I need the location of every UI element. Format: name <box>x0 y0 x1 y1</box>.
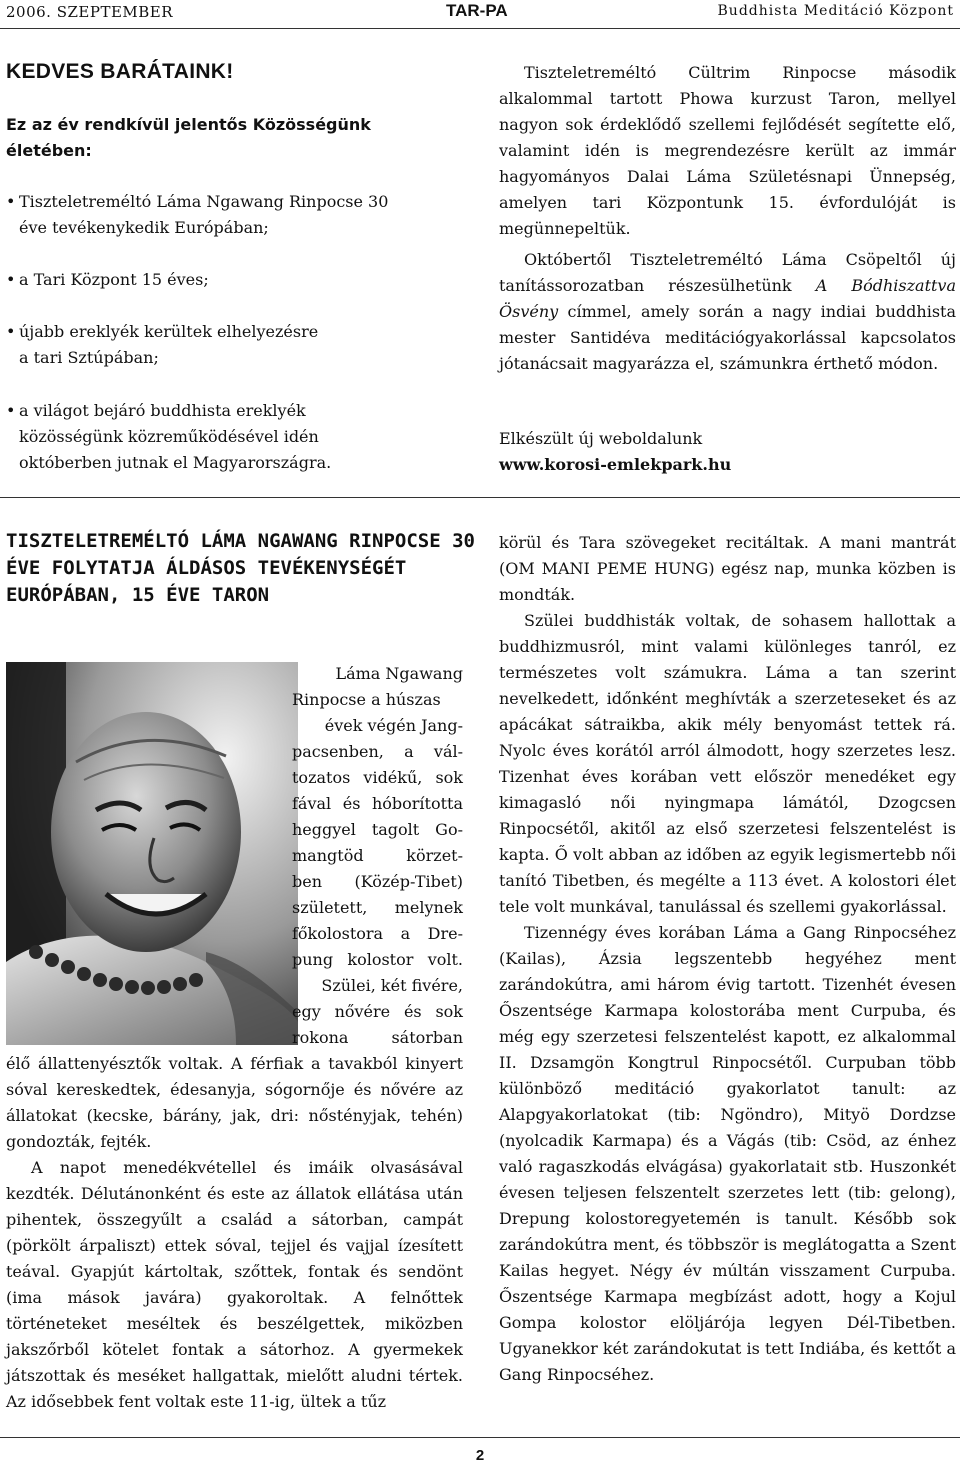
issue-date: 2006. SZEPTEMBER <box>6 3 174 21</box>
bullet-item <box>6 398 406 476</box>
footer-rule <box>0 1437 960 1438</box>
page-number: 2 <box>475 1447 485 1464</box>
website-notice <box>499 426 731 478</box>
bullet-text: újabb ereklyék kerültek elhelyezésre a tari Sztúpában; <box>19 322 319 367</box>
newsletter-title: TAR-PA <box>446 1 508 20</box>
news-paragraph: Októbertől Tiszteletreméltó Láma Csöpeltől új tanítássorozatban részesülhetünk A Bódhiszattva Ösvény címmel, amely során a nagy indiai buddhista mester Santidéva meditációgyakorlással kapcsolatos jótanácsait magyarázza el, számunkra érthető módon. <box>499 250 957 373</box>
article-paragraph: Szülei buddhisták voltak, de sohasem hallottak a buddhizmusról, mint valami különleges tanról, ez természetes volt számukra. Láma a tan szerint nevelkedett, időnként meghívták a szerzeteseket és az apácákat sátraikba, akik mély benyomást tettek rá. Nyolc éves korától arról álmodott, hogy szerzetes lesz. Tizenhat éves korában vett először menedéket egy kimagasló női nyingmapa lámától, Dzogcsen Rinpocsétől, akitől az első szerzetesi felszentelést is kapta. Ő volt abban az időben az egyik legismertebb női tanító Tibetben, és megélte a 113 évet. A kolostori élet tele volt munkával, tanulással és szellemi gyakorlással. <box>499 611 956 916</box>
bullet-item <box>6 319 406 371</box>
article-paragraph: A napot menedékvétellel és imáik olvasásával kezdték. Délutánonként és este az állatok ellátása után pihentek, összegyűlt a család a sátorban, campát (pörkölt árpaliszt) ettek sóval, tejjel és vajjal ízesített teával. Gyapjút kártoltak, szőttek, fontak és sendönt (ima mások javára) gyakoroltak. A felnőttek történeteket meséltek és beszélgettek, miközben jakszőrből kötelet fontak a sátorhoz. A gyermekek játszottak és meséket hallgattak, mielőtt aludni tértek. Az idősebbek fent voltak este 11-ig, ültek a tűz <box>6 1158 463 1411</box>
article-paragraph: körül és Tara szövegeket recitáltak. A mani mantrát (OM MANI PEME HUNG) egész nap, munka közben is mondták. <box>499 533 956 604</box>
article-right-column <box>499 530 956 1388</box>
page-header <box>0 0 960 30</box>
organization-name: Buddhista Meditáció Központ <box>717 3 954 19</box>
website-label: Elkészült új weboldalunk <box>499 429 703 448</box>
bullet-text: a világot bejáró buddhista ereklyék közösségünk közreműködésével idén októberben jutnak el Magyarországra. <box>19 401 332 472</box>
article-paragraph: élő állattenyésztők voltak. A férfiak a tavakból kinyert sóval kereskedtek, édesanyja, sógornője és nővére az állatokat (kecske, bárány, jak, dri: nőstényjak, tehén) gondozták, fejték. <box>6 1054 463 1151</box>
article-paragraph: Tizennégy éves korában Láma a Gang Rinpocséhez (Kailas), Ázsia legszentebb hegyéhez ment zarándokútra, ami három évig tartott. Tizenhét évesen Őszentsége Karmapa kolostorába ment Curpuba, és még egy szerzetesi felszentelést kapott, ez alkalommal II. Dzsamgön Kongtrul Rinpocsétől. Curpuban több különböző meditáció gyakorlatot tanult: az Alapgyakorlatokat (tib: Ngöndro), Mityö Dordzse (nyolcadik Karmapa) és a Vágás (tib: Csöd, az énhez való ragaszkodás elvágása) gyakorlatait stb. Huszonkét évesen teljesen felszentelt szerzetes lett (tib: gelong), Drepung kolostoregyetemén is tanult. Később sok zarándokútra ment, és többször is meglátogatta a Szent Kailas hegyet. Négy év múltán visszament Curpuba. Őszentsége Karmapa megbízást adott, hogy a Kojul Gompa kolostor elöljárója legyen Dél-Tibetben. Ugyanekkor két zarándokutat is tett Indiába, és kettőt a Gang Rinpocséhez. <box>499 923 956 1384</box>
bullet-icon: • <box>6 322 16 341</box>
section-rule <box>0 497 960 498</box>
bullet-icon: • <box>6 192 16 211</box>
news-column <box>499 60 956 377</box>
website-link[interactable]: www.korosi-emlekpark.hu <box>499 455 732 474</box>
article-title: TISZTELETREMÉLTÓ LÁMA NGAWANG RINPOCSE 30 ÉVE FOLYTATJA ÁLDÁSOS TEVÉKENYSÉGÉT EURÓPÁBAN, 15 ÉVE TARON <box>6 530 475 606</box>
header-rule <box>0 28 960 29</box>
article-left-column <box>6 1051 463 1415</box>
news-paragraph: Tiszteletreméltó Cültrim Rinpocse második alkalommal tartott Phowa kurzust Taron, mellyel nagyon sok érdeklődő szellemi fejlődését segítette elő, valamint idén is megrendezésre került az immár hagyományos Dalai Láma Születésnapi Ünnepség, amelyen tari Központunk 15. évfordulóját is megünnepeltük. <box>499 63 956 238</box>
bullet-text: Tiszteletreméltó Láma Ngawang Rinpocse 30 éve tevékenykedik Európában; <box>19 192 389 237</box>
bullet-item <box>6 189 406 241</box>
photo-wrap-text: Láma Ngawang Rinpocse a húszas évek végén Jang- pacsenben, a vál- tozatos vidékű, sok fával és hóborította heggyel tagolt Go- mangtöd körzet- ben (Közép-Tibet) született, melynek főkolostora a Dre- pung kolostor volt. Szülei, két fivére, egy nővére és sok rokona sátorban <box>292 664 463 1047</box>
bullet-text: a Tari Központ 15 éves; <box>19 270 209 289</box>
bullet-icon: • <box>6 401 16 420</box>
intro-text: Ez az év rendkívül jelentős Közösségünk életében: <box>6 115 371 160</box>
bullet-item <box>6 267 406 293</box>
course-title: A Bódhiszattva Ösvény <box>499 276 957 321</box>
greeting-heading: KEDVES BARÁTAINK! <box>6 60 234 83</box>
portrait-photo <box>6 662 298 1045</box>
bullet-icon: • <box>6 270 16 289</box>
